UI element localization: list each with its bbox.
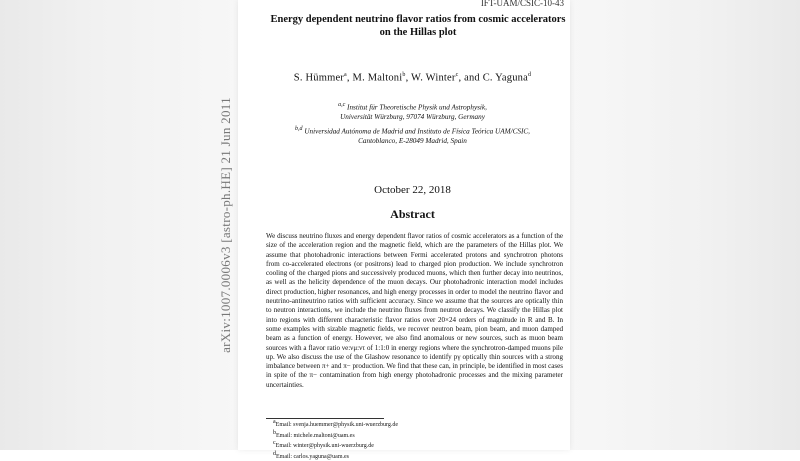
author-separator: , and <box>458 72 483 84</box>
footnotes <box>273 419 533 461</box>
footnote-item <box>273 451 533 461</box>
author-name: S. Hümmer <box>293 72 344 84</box>
affiliation-line-2: Universität Würzburg, 97074 Würzburg, Germany <box>340 113 485 122</box>
paper-title <box>258 13 578 39</box>
footnote-mark: d <box>273 450 276 457</box>
footnote-email: Email: carlos.yaguna@uam.es <box>276 453 350 460</box>
author-mark: c <box>455 72 459 78</box>
author-separator: , <box>405 72 412 84</box>
footnote-item <box>273 430 533 441</box>
title-line-2: on the Hillas plot <box>379 27 457 38</box>
footnote-mark: b <box>273 429 276 436</box>
report-number: IFT-UAM/CSIC-10-43 <box>480 0 564 8</box>
author-mark: a <box>344 72 347 78</box>
affiliation-line-1: Universidad Autónoma de Madrid and Instituto de Física Teórica UAM/CSIC, <box>304 127 530 136</box>
author-list <box>240 72 585 84</box>
affiliation-madrid <box>240 124 585 146</box>
footnote-mark: c <box>273 440 276 447</box>
author-separator: , <box>346 72 353 84</box>
author-mark: d <box>528 72 532 78</box>
footnote-item <box>273 440 533 451</box>
footnote-email: Email: svenja.huemmer@physik.uni-wuerzburg.de <box>275 422 399 428</box>
footnote-mark: a <box>273 419 276 425</box>
footnote-item <box>273 419 533 430</box>
abstract-text: We discuss neutrino fluxes and energy dependent flavor ratios of cosmic accelerators as a function of the size of the acceleration region and the magnetic field, which are the parameters of the Hillas plot. We assume that photohadronic interactions between Fermi accelerated protons and synchrotron photons from co-accelerated electrons (or positrons) lead to charged pion production. We include synchrotron cooling of the charged pions and successively produced muons, which then further decay into neutrinos, as well as the helicity dependence of the muon decays. Our photohadronic interaction model includes direct production, higher resonances, and high energy processes in order to model the neutrino flavor and neutrino-antineutrino ratios with sufficient accuracy. Since we assume that the sources are optically thin to neutron interactions, we include the neutrino fluxes from neutron decays. We classify the Hillas plot into regions with different characteristic flavor ratios over 20×24 orders of magnitude in R and B. In some examples with sizable magnetic fields, we recover neutron beam, pion beam, and muon damped beam as a function of energy. However, we also find anomalous or new sources, such as muon beam sources with a flavor ratio νe:νμ:ντ of 1:1:0 in energy regions where the synchrotron-damped muons pile up. We also discuss the use of the Glashow resonance to identify pγ optically thin sources with a strong imbalance between π+ and π− production. We find that these can, in principle, be identified in most cases in spite of the π− contamination from high energy photohadronic processes and the mixing parameter uncertainties. <box>266 232 563 389</box>
arxiv-side-label: arXiv:1007.0006v3 [astro-ph.HE] 21 Jun 2011 <box>218 97 233 353</box>
author-mark: b <box>402 72 406 78</box>
author-name: W. Winter <box>411 72 456 84</box>
affiliation-marks: b,d <box>295 126 303 132</box>
author-name: M. Maltoni <box>352 72 403 84</box>
title-line-1: Energy dependent neutrino flavor ratios from cosmic accelerators <box>270 14 566 25</box>
background-left <box>0 0 238 450</box>
author-name: C. Yaguna <box>482 72 528 84</box>
footnote-email: Email: winter@physik.uni-wuerzburg.de <box>275 443 374 450</box>
footnote-email: Email: michele.maltoni@uam.es <box>276 432 355 439</box>
affiliation-line-1: Institut für Theoretische Physik und Astrophysik, <box>347 103 487 112</box>
paper-date: October 22, 2018 <box>374 184 451 196</box>
background-right <box>570 0 800 450</box>
affiliation-line-2: Cantoblanco, E-28049 Madrid, Spain <box>358 137 467 146</box>
abstract-heading: Abstract <box>390 207 435 221</box>
affiliation-wuerzburg <box>240 100 585 122</box>
affiliation-marks: a,c <box>338 102 346 108</box>
